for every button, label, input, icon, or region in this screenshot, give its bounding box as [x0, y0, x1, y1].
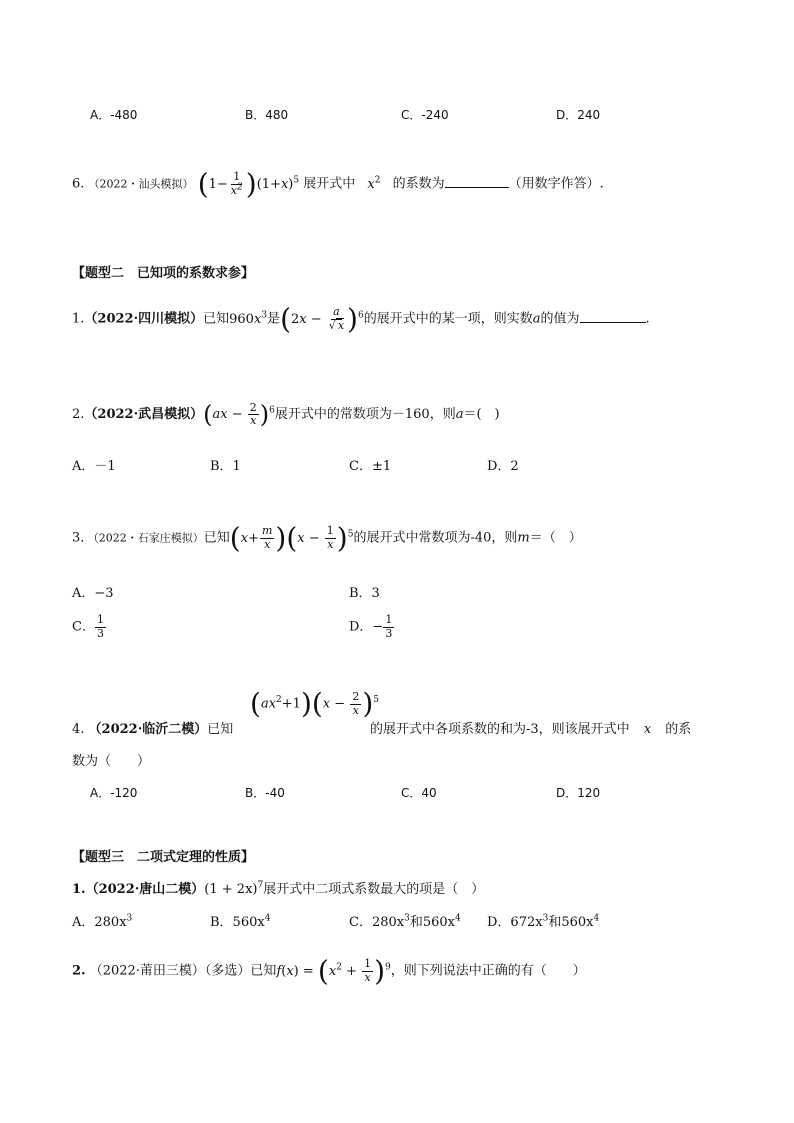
s3q1-option-d-and: 和 [548, 915, 562, 930]
q5-option-a: A．-480 [90, 108, 138, 122]
s2q3-post: 的展开式中常数项为-40，则 [353, 530, 518, 546]
s2q3-formula: (x+ $\frac{m}{x}$ )(x − $\frac{1}{x}$ )$^5$ [229, 521, 354, 554]
s2q3-end: ＝（ ） [529, 530, 582, 546]
s2q1-formula: (2x − $\frac{a}{√ x}$ )$^6$ [280, 302, 364, 335]
s2q2-number: 2. [72, 407, 85, 423]
s3q1-option-b: B．$560x^4$ [210, 913, 271, 930]
s3q1-option-c: C．$280x^3$和$560x^4$ [349, 913, 461, 930]
s2q3-option-a: A．−3 [72, 586, 114, 601]
s2q3-option-c-fraction: $\frac{1}{3}$ [96, 613, 104, 640]
s3q1-source: （2022·唐山二模） [85, 882, 205, 897]
s2q2-end: ＝( ) [463, 407, 500, 423]
s2q4-post2: 的系 [665, 722, 692, 737]
s3q1-option-d-text: D．672x [487, 915, 543, 930]
s2q2-option-a: A．－1 [72, 459, 116, 474]
q5-option-d: D．240 [556, 108, 601, 122]
s3q1-option-b-text: B．560x [210, 915, 265, 930]
s2-question-3 [72, 521, 582, 554]
section-3-heading: 【题型三 二项式定理的性质】 [72, 850, 255, 865]
q6-note: （用数字作答）. [508, 176, 604, 192]
s3-question-1 [72, 878, 484, 897]
s3q2-post: ，则下列说法中正确的有（ ） [390, 963, 586, 979]
s2-question-1 [72, 302, 650, 335]
s2q1-pre: 已知 [203, 311, 230, 327]
s2q4-pre: 已知 [207, 722, 234, 737]
s2q2-source: （2022·武昌模拟） [84, 407, 204, 423]
s2q3-option-d [349, 614, 394, 640]
s2q3-option-d-fraction: $\frac{1}{3}$ [385, 613, 393, 640]
s2q4-option-b: B．-40 [245, 786, 285, 800]
s2q3-pre: 已知 [203, 530, 230, 546]
s2q1-answer-blank[interactable] [580, 310, 646, 323]
s2q2-option-c: C．±1 [349, 459, 392, 474]
s3q1-number: 1. [72, 882, 86, 897]
s2q4-var: x [643, 722, 652, 737]
s2q1-number: 1. [72, 311, 85, 327]
q6-number: 6. [72, 176, 85, 192]
q6-formula: (1− $\frac{1}{x^2}$ )$(1+x)^5$ [197, 167, 300, 200]
s3q1-formula: $(1 + 2x)^7$ [204, 880, 264, 897]
s2q1-post1: 是 [267, 311, 281, 327]
s2-question-4 [72, 718, 233, 737]
q6-answer-blank[interactable] [445, 175, 509, 188]
q6-term: $x^2$ [367, 175, 381, 192]
q6-tail: 的系数为 [392, 176, 445, 192]
q6-source: （2022・汕头模拟） [88, 177, 194, 191]
s2q3-option-d-label: D．− [349, 619, 384, 635]
s2q2-option-b: B．1 [210, 459, 241, 474]
s2q1-post3: 的值为 [540, 311, 580, 327]
s3q1-post: 展开式中二项式系数最大的项是（ ） [263, 882, 485, 897]
s2q4-option-a: A．-120 [90, 786, 138, 800]
s2q4-post: 的展开式中各项系数的和为-3，则该展开式中 [370, 722, 630, 737]
q5-option-b: B．480 [245, 108, 289, 122]
s3q2-source: （2022·莆田三模）（多选）已知 [89, 963, 277, 979]
s2q1-source: （2022·四川模拟） [84, 311, 204, 327]
s2q1-term: $960x^3$ [229, 310, 268, 327]
s2q2-option-d: D．2 [487, 459, 519, 474]
q6-mid: 展开式中 [303, 176, 356, 192]
s3q1-option-d: D．$672x^3$和$560x^4$ [487, 913, 600, 930]
s2q3-number: 3． [72, 530, 94, 546]
s2q1-end: . [645, 311, 650, 327]
s2q1-post2: 的展开式中的某一项，则实数 [363, 311, 533, 327]
s3q1-option-a-text: A．280x [72, 915, 127, 930]
s2q3-option-b: B．3 [349, 586, 380, 601]
s2q4-line2: 数为（ ） [72, 754, 151, 769]
s2q4-option-c: C．40 [401, 786, 437, 800]
s2q1-var: a [532, 311, 541, 327]
s2q3-option-c-label: C． [72, 619, 95, 635]
s2q2-var: a [455, 407, 464, 423]
s2q3-option-c [72, 614, 106, 640]
s2q2-formula: (ax − $\frac{2}{x}$ )$^6$ [203, 400, 275, 429]
s2q4-option-d: D．120 [556, 786, 601, 800]
s3q2-formula: $f(x) = (x^2$ + $\frac{1}{x}$ )$^9$ [276, 954, 391, 987]
s2q3-source: （2022・石家庄模拟） [93, 531, 204, 545]
s2q4-post-line [370, 718, 691, 737]
section-2-heading: 【题型二 已知项的系数求参】 [72, 266, 255, 281]
s3q2-number: 2. [72, 963, 86, 979]
question-6 [72, 167, 604, 200]
s3q1-option-a: A．$280x^3$ [72, 913, 133, 930]
s3-question-2 [72, 954, 586, 987]
s3q1-option-c-and: 和 [409, 915, 423, 930]
s3q1-option-c-text: C．280x [349, 915, 405, 930]
s2q3-var: m [517, 530, 530, 546]
s2-question-2 [72, 402, 500, 427]
s2q4-formula: $(ax^2+1)(x$ − $\frac{2}{x}$ )$^5$ [250, 687, 379, 720]
s2q4-number: 4. [72, 722, 85, 737]
s2q4-source: （2022·临沂二模） [88, 722, 208, 737]
q5-option-c: C．-240 [401, 108, 449, 122]
s2q2-post: 展开式中的常数项为－160，则 [274, 407, 456, 423]
